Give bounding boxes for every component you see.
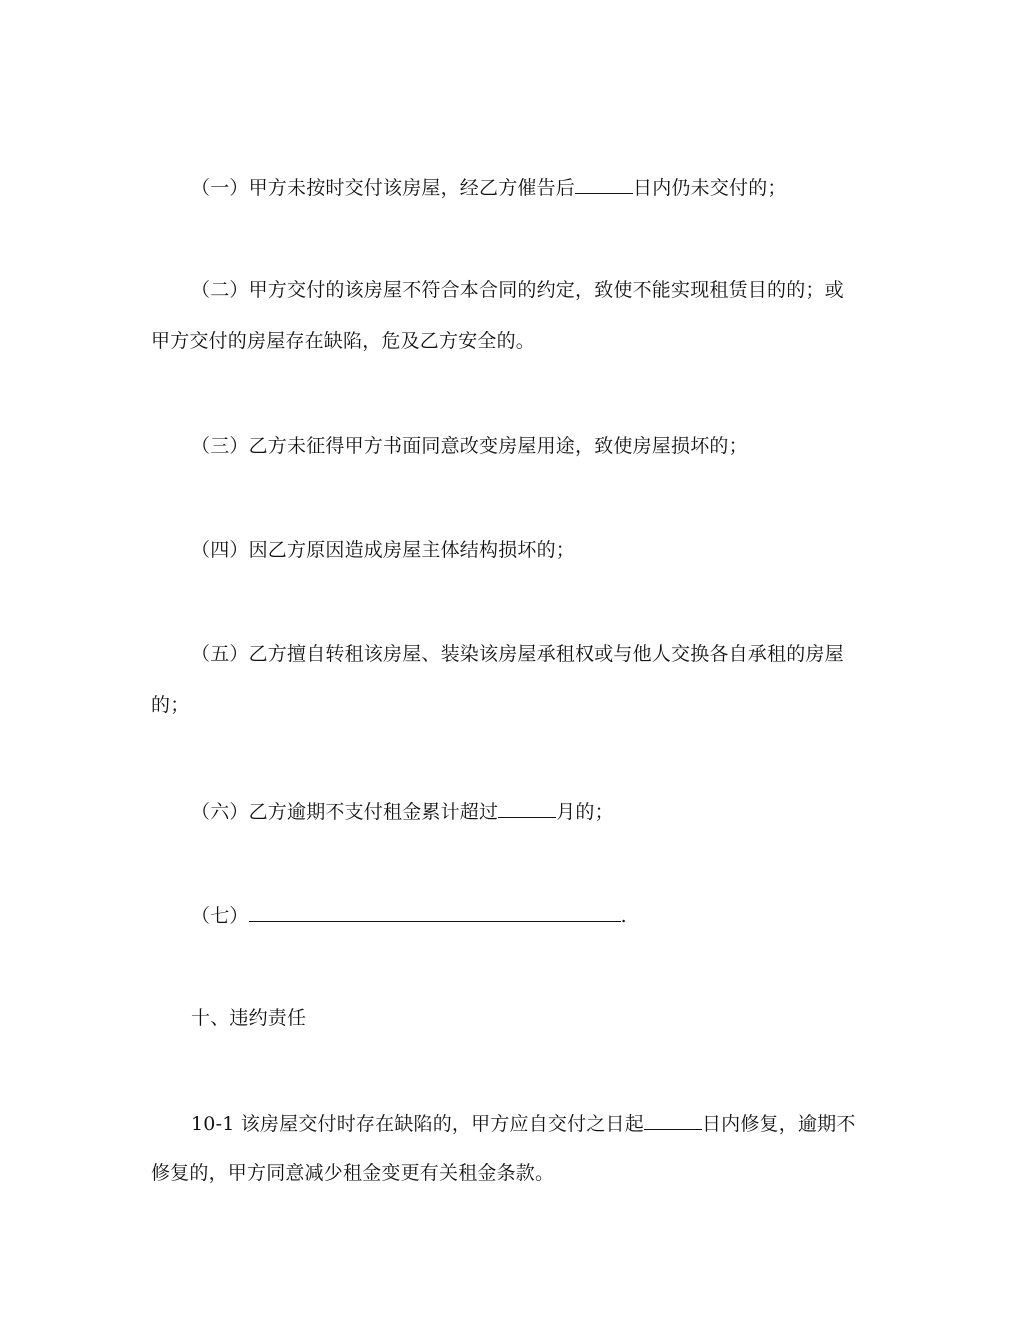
item-3: （三）乙方未征得甲方书面同意改变房屋用途，致使房屋损坏的； <box>191 435 748 457</box>
blank-months-field[interactable] <box>498 797 556 818</box>
item-1-text-before: （一）甲方未按时交付该房屋，经乙方催告后 <box>191 177 576 199</box>
blank-repair-days-field[interactable] <box>644 1109 702 1130</box>
item-5-line-1: （五）乙方擅自转租该房屋、装染该房屋承租权或与他人交换各自承租的房屋 <box>191 643 844 665</box>
item-2-line-1: （二）甲方交付的该房屋不符合本合同的约定，致使不能实现租赁目的的；或 <box>191 279 844 301</box>
clause-10-1-text-after: 日内修复，逾期不 <box>701 1113 856 1135</box>
item-2-line-2: 甲方交付的房屋存在缺陷，危及乙方安全的。 <box>151 330 536 352</box>
item-7-suffix: . <box>620 905 627 927</box>
clause-10-1-line-1 <box>191 1109 856 1137</box>
item-6-text-after: 月的； <box>556 801 614 823</box>
item-1 <box>191 173 787 201</box>
clause-10-1-text-before: 10-1 该房屋交付时存在缺陷的，甲方应自交付之日起 <box>191 1113 644 1135</box>
item-6-text-before: （六）乙方逾期不支付租金累计超过 <box>191 801 499 823</box>
item-1-text-after: 日内仍未交付的； <box>633 177 787 199</box>
item-7-prefix: （七） <box>191 905 249 927</box>
section-heading: 十、违约责任 <box>191 1007 307 1029</box>
item-4: （四）因乙方原因造成房屋主体结构损坏的； <box>191 539 576 561</box>
blank-days-field[interactable] <box>575 173 633 194</box>
item-7 <box>191 901 627 929</box>
blank-other-field[interactable] <box>249 901 621 922</box>
item-6 <box>191 797 614 825</box>
clause-10-1-line-2: 修复的，甲方同意减少租金变更有关租金条款。 <box>151 1162 555 1184</box>
item-5-line-2: 的； <box>151 694 190 716</box>
